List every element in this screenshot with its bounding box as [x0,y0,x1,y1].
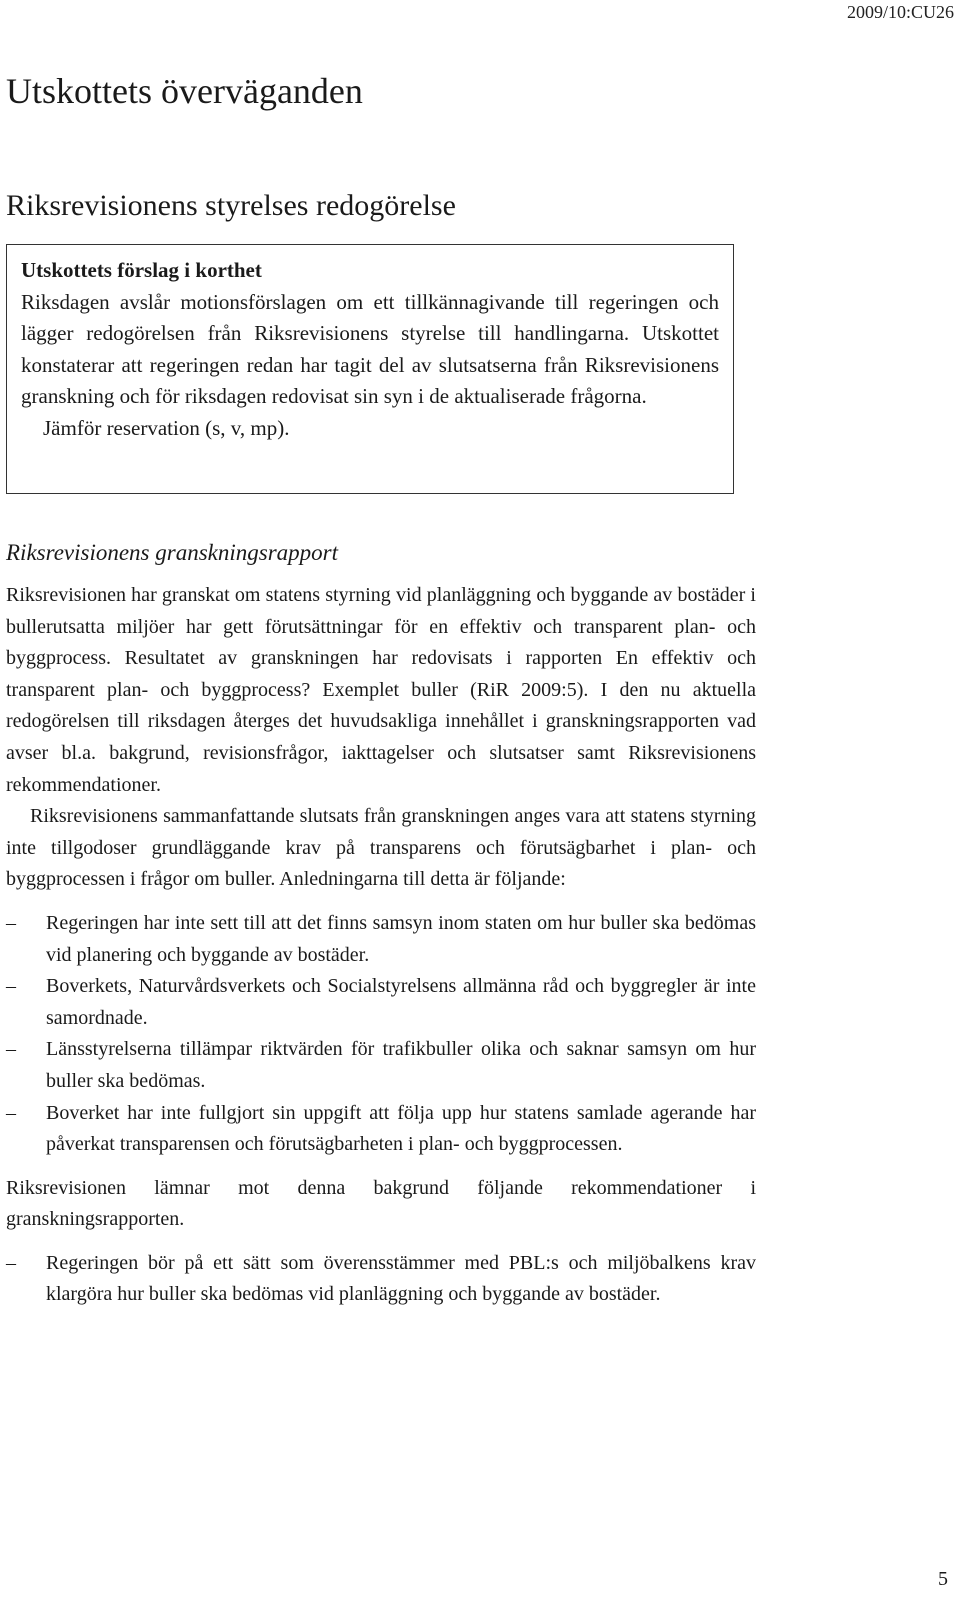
dash-bullet: – [6,1101,16,1124]
paragraph-audit-summary: Riksrevisionen har granskat om statens styrning vid planläggning och byggande av bostäder i bullerutsatta miljöer har gett förutsättningar för en effektiv och transparent plan- och byggprocess. Resultatet av granskningen har redovisats i rapporten En effektiv och transparent plan- och byggprocess? Exemplet buller (RiR 2009:5). I den nu aktuella redogörelsen till riksdagen återges det huvudsakliga innehållet i granskningsrapporten vad avser bl.a. bakgrund, revisionsfrågor, iakttagelser och slutsatser samt Riksrevisionens rekommendationer. [6,584,756,796]
body-text [6,580,756,1311]
summary-text: Riksdagen avslår motionsförslagen om ett tillkännagivande till regeringen och lägger redogörelsen från Riksrevisionens styrelse till handlingarna. Utskottet konstaterar att regeringen redan har tagit del av slutsatserna från Riksrevisionens granskning och för riksdagen redovisat sin syn i de aktualiserade frågorna. [21,289,719,408]
subheading-audit-report: Riksrevisionens granskningsrapport [6,540,338,565]
list-item [6,908,756,971]
recommendations-list [6,1248,756,1311]
paragraph-recommendations-intro: Riksrevisionen lämnar mot denna bakgrund följande rekommendationer i granskningsrapporten. [6,1176,756,1231]
dash-bullet: – [6,1251,16,1274]
list-item [6,971,756,1034]
findings-list [6,908,756,1161]
reservation-reference: Jämför reservation (s, v, mp). [43,415,290,440]
section-title: Riksrevisionens styrelses redogörelse [6,189,456,222]
summary-heading: Utskottets förslag i korthet [21,258,262,282]
dash-bullet: – [6,911,16,934]
dash-bullet: – [6,1038,16,1061]
list-item [6,1098,756,1161]
recommendation-text: Regeringen bör på ett sätt som överensstämmer med PBL:s och miljöbalkens krav klargöra hur buller ska bedömas vid planläggning och byggande av bostäder. [46,1251,756,1306]
finding-text: Regeringen har inte sett till att det finns samsyn inom staten om hur buller ska bedömas vid planering och byggande av bostäder. [46,911,756,966]
document-id: 2009/10:CU26 [846,2,954,22]
finding-text: Boverket har inte fullgjort sin uppgift att följa upp hur statens samlade agerande har påverkat transparensen och förutsägbarheten i plan- och byggprocessen. [46,1101,756,1156]
page-number: 5 [938,1568,948,1590]
list-item [6,1034,756,1097]
summary-box [6,244,734,494]
dash-bullet: – [6,975,16,998]
paragraph-conclusion: Riksrevisionens sammanfattande slutsats från granskningen anges vara att statens styrning inte tillgodoser grundläggande krav på transparens och förutsägbarhet i plan- och byggprocessen i frågor om buller. Anledningarna till detta är följande: [6,805,756,891]
finding-text: Boverkets, Naturvårdsverkets och Socialstyrelsens allmänna råd och byggregler är inte samordnade. [46,975,756,1029]
page-title: Utskottets överväganden [6,71,363,111]
list-item [6,1248,756,1311]
finding-text: Länsstyrelserna tillämpar riktvärden för trafikbuller olika och saknar samsyn om hur buller ska bedömas. [46,1038,756,1092]
